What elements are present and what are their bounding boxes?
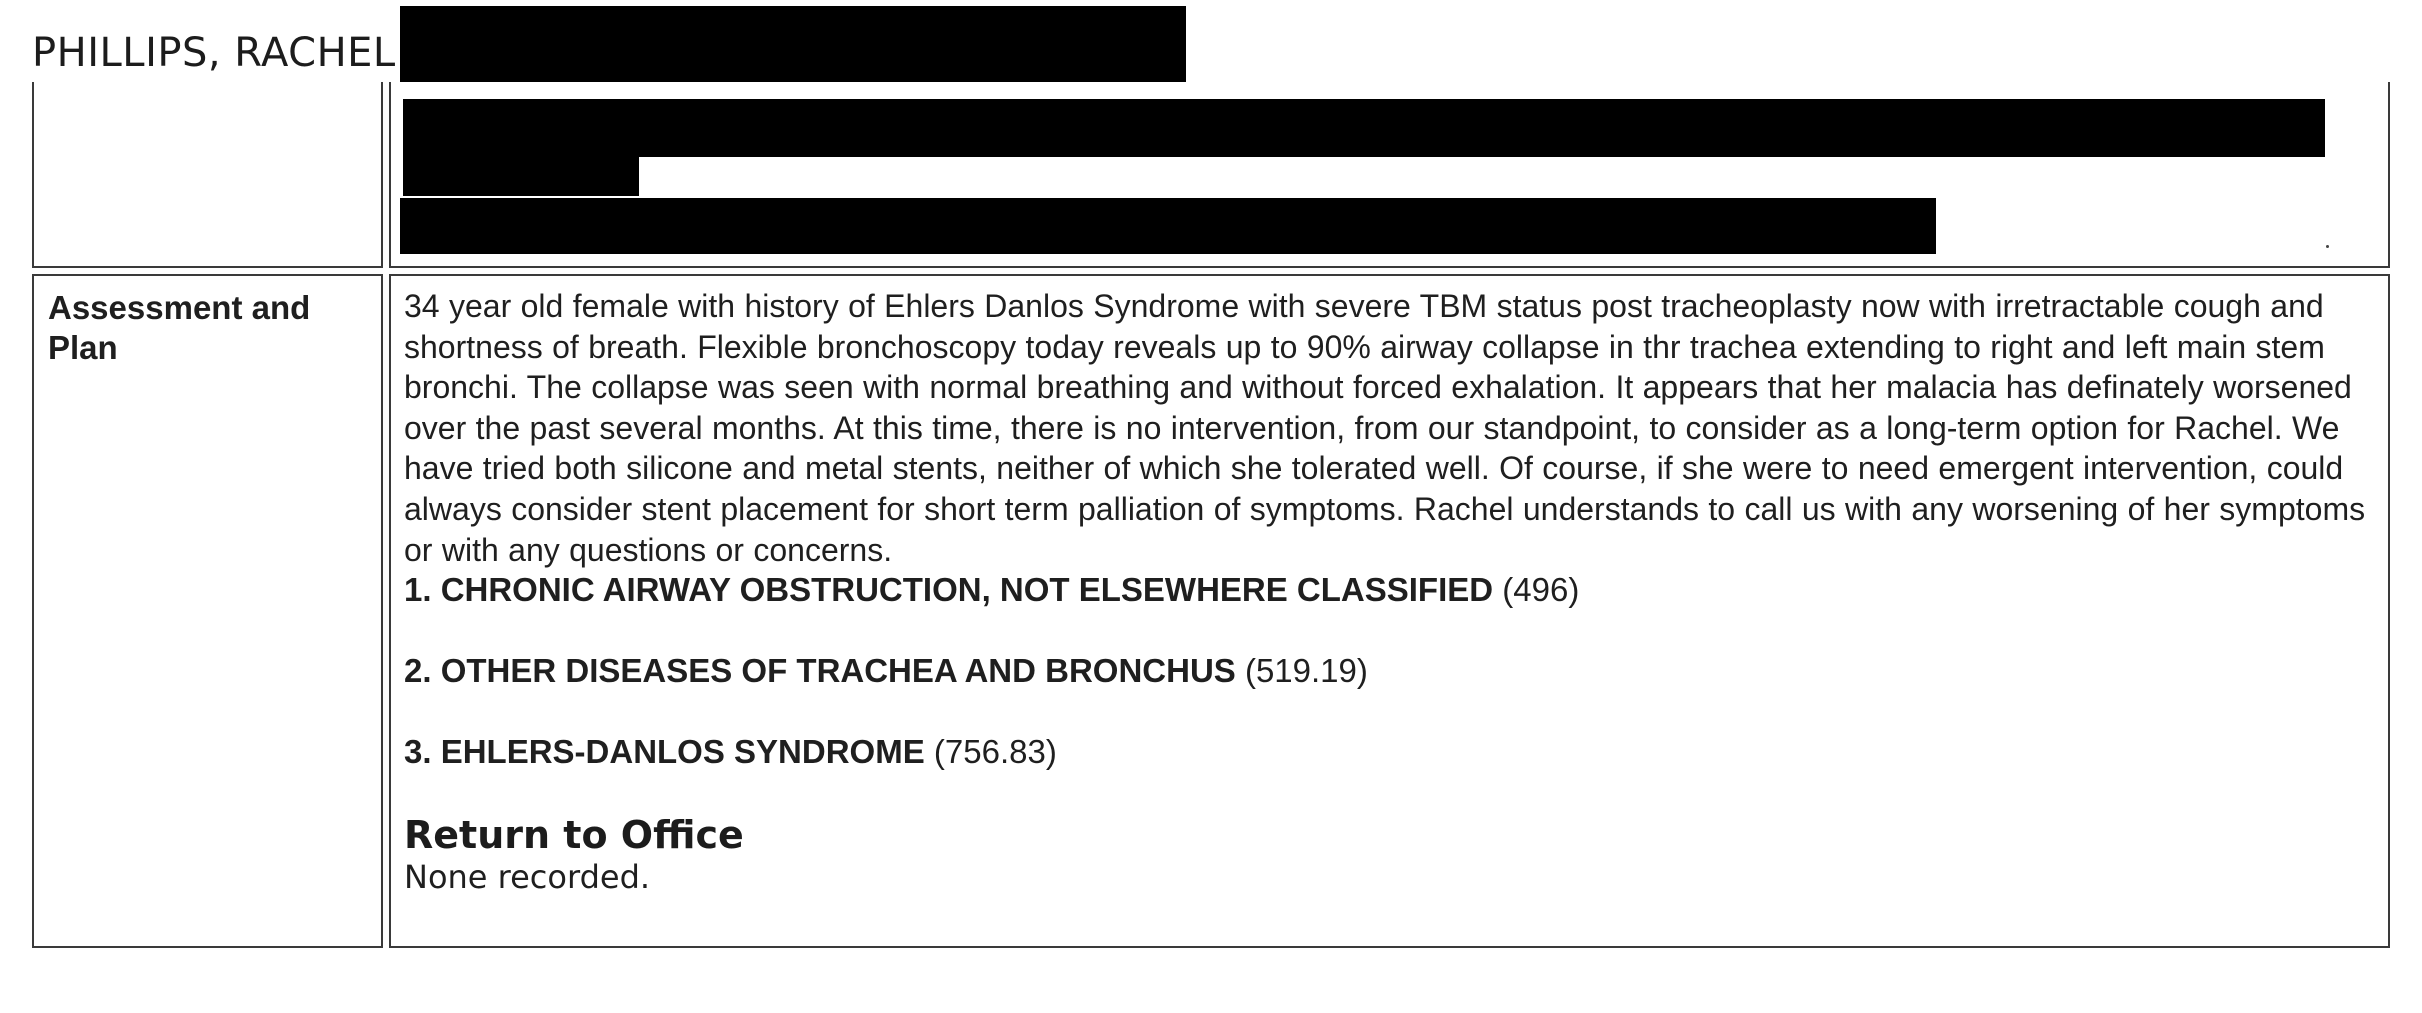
diagnosis-item [404,651,2379,691]
diagnosis-code: (519.19) [1244,652,1368,690]
redaction-bar [400,198,1936,254]
return-to-office-heading: Return to Office [404,813,744,858]
return-to-office-value: None recorded. [404,858,651,897]
patient-name: PHILLIPS, RACHEL [32,30,396,76]
assessment-content [404,286,2379,897]
diagnosis-code: (496) [1502,571,1580,609]
diagnosis-item [404,732,2379,772]
redaction-bar [400,6,1186,82]
redaction-bar [403,99,2325,157]
diagnosis-title: 1. CHRONIC AIRWAY OBSTRUCTION, NOT ELSEWHERE CLASSIFIED [404,571,1494,609]
assessment-narrative: 34 year old female with history of Ehlers Danlos Syndrome with severe TBM status post tracheoplasty now with irretractable cough and shortness of breath. Flexible bronchoscopy today reveals up to 90% airway collapse in thr trachea extending to right and left main stem bronchi. The collapse was seen with normal breathing and without forced exhalation. It appears that her malacia has definately worsened over the past several months. At this time, there is no intervention, from our standpoint, to consider as a long-term option for Rachel. We have tried both silicone and metal stents, neither of which she tolerated well. Of course, if she were to need emergent intervention, could always consider stent placement for short term palliation of symptoms. Rachel understands to call us with any worsening of her symptoms or with any questions or concerns. [404,288,2366,568]
diagnosis-title: 2. OTHER DISEASES OF TRACHEA AND BRONCHUS [404,652,1236,690]
redaction-bar [403,150,639,196]
table-cell-label [32,274,383,948]
diagnosis-code: (756.83) [933,733,1057,771]
diagnosis-item [404,570,2379,610]
table-cell-empty [32,82,383,268]
scan-speck [2326,245,2329,248]
diagnosis-title: 3. EHLERS-DANLOS SYNDROME [404,733,925,771]
assessment-label: Assessment and Plan [48,289,311,366]
